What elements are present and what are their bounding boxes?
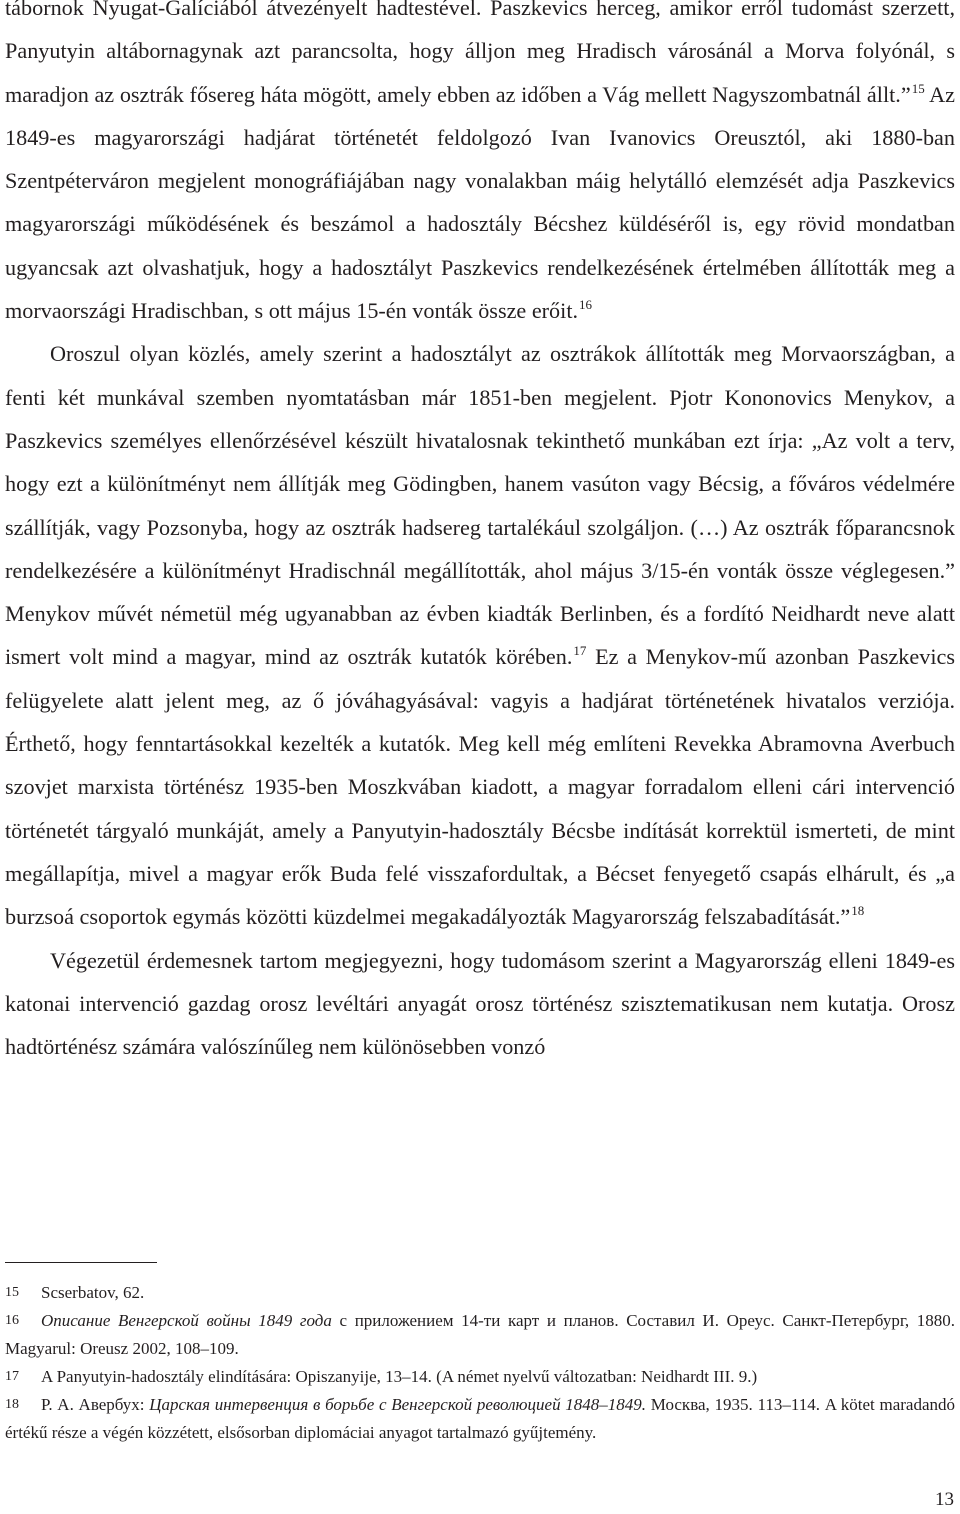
footnote bbox=[5, 1279, 955, 1307]
text-run: с приложением 14-ти карт и планов. Составил И. Ореус. Санкт-Петербург, 1880. Magyarul: Oreusz 2002, 108–109. bbox=[5, 1311, 955, 1358]
footnote-number: 16 bbox=[5, 1313, 19, 1328]
italic-title: Царская интервенция в борьбе с Венгерской революцией 1848–1849. bbox=[149, 1395, 647, 1414]
footnote-divider bbox=[5, 1262, 157, 1263]
footnotes bbox=[5, 1279, 955, 1447]
text-run: Az 1849-es magyarországi hadjárat történetét feldolgozó Ivan Ivanovics Oreusztól, aki 1880-ban Szentpéterváron megjelent monográfiájában nagy vonalakban máig helytálló elemzését adja Paszkevics magyarországi működésének és beszámol a hadosztály Bécshez küldéséről is, egy rövid mondatban ugyancsak azt olvashatjuk, hogy a hadosztályt Paszkevics rendelkezésének értelmében állították meg a morvaországi Hradischban, s ott május 15-én vonták össze erőit. bbox=[5, 81, 955, 324]
footnote bbox=[5, 1391, 955, 1447]
footnote-ref: 18 bbox=[851, 903, 865, 919]
footnote bbox=[5, 1307, 955, 1363]
text-run: Scserbatov, 62. bbox=[41, 1283, 145, 1302]
text-run: Р. А. Авербух: bbox=[41, 1395, 150, 1414]
footnote bbox=[5, 1363, 955, 1391]
paragraph bbox=[5, 0, 955, 332]
footnote-number: 18 bbox=[5, 1397, 19, 1412]
footnote-ref: 15 bbox=[911, 80, 925, 96]
paragraph bbox=[5, 939, 955, 1069]
footnote-number: 15 bbox=[5, 1285, 19, 1300]
text-run: Ez a Menykov-mű azonban Paszkevics felügyelete alatt jelent meg, az ő jóváhagyásával: vagyis a hadjárat történetének hivatalos verziója. Érthető, hogy fenntartásokkal kezelték a kutatók. Meg kell még említeni Revekka Abramovna Averbuch szovjet marxista történész 1935-ben Moszkvában kiadott, a magyar forradalom elleni cári intervenció történetét tárgyaló munkáját, amely a Panyutyin-hadosztály Bécsbe indítását korrektül ismerteti, de mint megállapítja, mivel a magyar erők Buda felé visszafordultak, a Bécset fenyegető csapás elhárult, és „a burzsoá csoportok egymás közötti küzdelmei megakadályozták Magyarország felszabadítását.” bbox=[5, 644, 955, 930]
footnote-ref: 16 bbox=[579, 297, 593, 313]
text-run: Végezetül érdemesnek tartom megjegyezni, hogy tudomásom szerint a Magyarország elleni 1849-es katonai intervenció gazdag orosz levéltári anyagát orosz történész szisztematikusan nem kutatja. Orosz hadtörténész számára valószínűleg nem különösebben vonzó bbox=[5, 947, 955, 1060]
text-run: Москва, 1935. 113–114. A kötet maradandó értékű része a végén közzétett, elsősorban diplomáciai anyagot tartalmazó gyűjtemény. bbox=[5, 1395, 955, 1442]
main-text bbox=[5, 0, 955, 1068]
italic-title: Описание Венгерской войны 1849 года bbox=[41, 1311, 332, 1330]
footnote-number: 17 bbox=[5, 1369, 19, 1384]
text-run: tábornok Nyugat-Galíciából átvezényelt hadtestével. Paszkevics herceg, amikor erről tudomást szerzett, Panyutyin altábornagynak azt parancsolta, hogy álljon meg Hradisch városánál a Morva folyónál, s maradjon az osztrák fősereg háta mögött, amely ebben az időben a Vág mellett Nagyszombatnál állt.” bbox=[5, 0, 955, 107]
paragraph bbox=[5, 332, 955, 938]
page-number: 13 bbox=[935, 1489, 954, 1510]
text-run: Oroszul olyan közlés, amely szerint a hadosztályt az osztrákok állították meg Morvaországban, a fenti két munkával szemben nyomtatásban már 1851-ben megjelent. Pjotr Kononovics Menykov, a Paszkevics személyes ellenőrzésével készült hivatalosnak tekinthető munkában ezt írja: „Az volt a terv, hogy ezt a különítményt nem állítják meg Gödingben, hanem vasúton vagy Bécsig, a főváros védelmére szállítják, vagy Pozsonyba, hogy az osztrák hadsereg tartalékául szolgáljon. (…) Az osztrák főparancsnok rendelkezésére a különítményt Hradischnál megállították, ahol május 3/15-én vonták össze véglegesen.” Menykov művét németül még ugyanabban az évben kiadták Berlinben, és a fordító Neidhardt neve alatt ismert volt mind a magyar, mind az osztrák kutatók körében. bbox=[5, 341, 955, 670]
text-run: A Panyutyin-hadosztály elindítására: Opiszanyije, 13–14. (A német nyelvű változatban: Neidhardt III. 9.) bbox=[41, 1367, 758, 1386]
footnote-ref: 17 bbox=[573, 643, 587, 659]
